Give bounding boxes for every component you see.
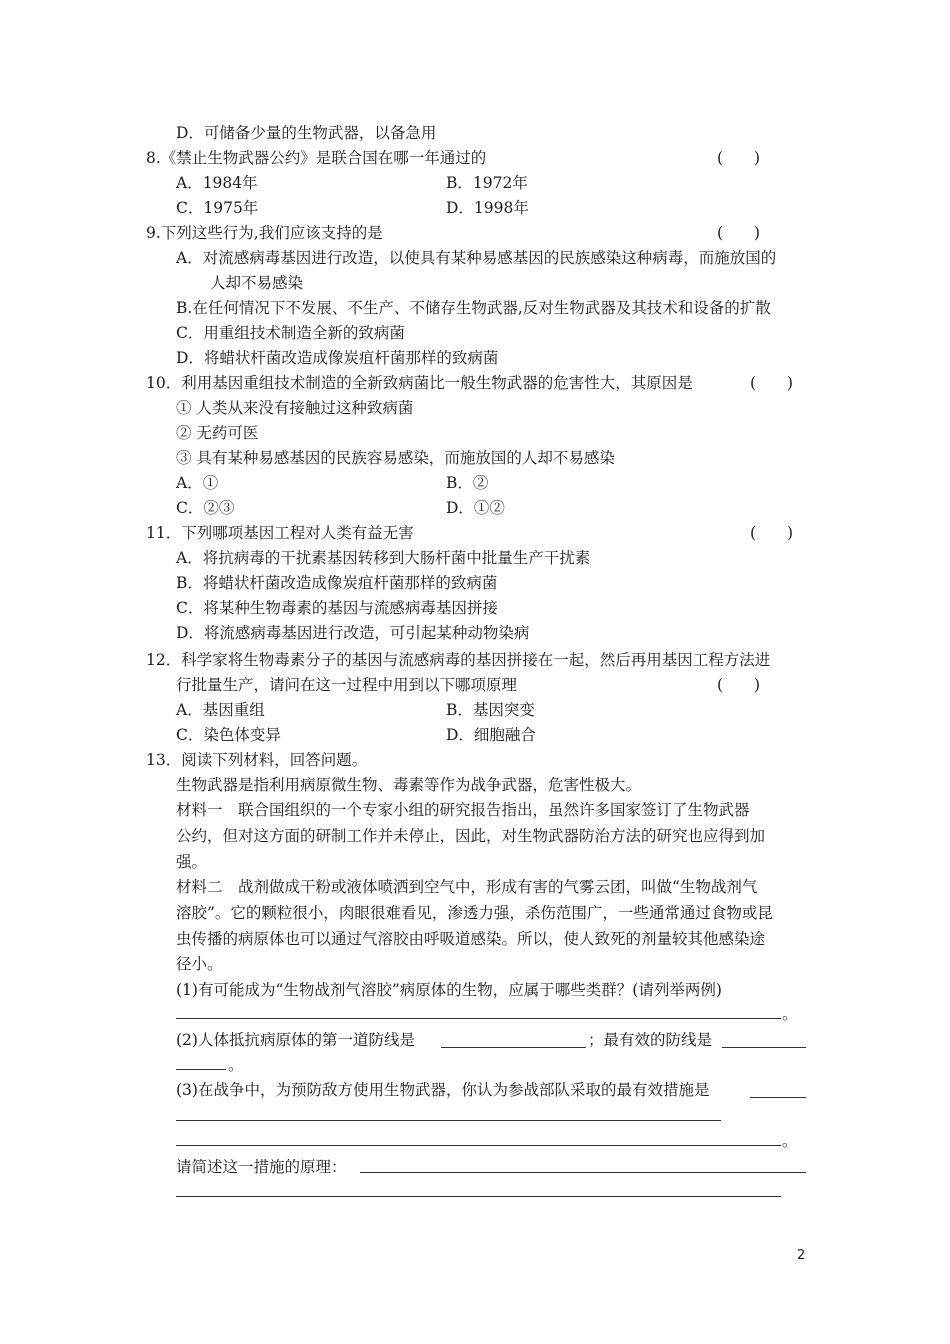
q13-principle-answer-line[interactable] — [176, 1196, 781, 1197]
q13-stem: 13．阅读下列材料，回答问题。 — [146, 751, 368, 769]
q11-option-a: A．将抗病毒的干扰素基因转移到大肠杆菌中批量生产干扰素 — [176, 549, 591, 567]
q10-item-1: ① 人类从来没有接触过这种致病菌 — [176, 399, 414, 417]
q9-option-a: A．对流感病毒基因进行改造，以使具有某种易感基因的民族感染这种病毒，而施放国的 — [176, 249, 777, 267]
q13-part-2-blank-2-cont[interactable] — [176, 1069, 226, 1070]
q10-item-2: ② 无药可医 — [176, 424, 259, 442]
q13-principle-prompt: 请简述这一措施的原理： — [176, 1158, 347, 1176]
q10-option-b: B．② — [446, 474, 489, 492]
q8-option-b: B．1972年 — [446, 174, 528, 192]
q12-option-b: B．基因突变 — [446, 701, 535, 719]
q8-stem: 8.《禁止生物武器公约》是联合国在哪一年通过的 — [146, 149, 487, 167]
q9-option-b: B.在任何情况下不发展、不生产、不储存生物武器,反对生物武器及其技术和设备的扩散 — [176, 299, 771, 317]
q13-material-1-line-3: 强。 — [176, 853, 208, 871]
q10-option-c: C．②③ — [176, 499, 235, 517]
q10-answer-paren: ( ) — [750, 374, 794, 392]
page-number: 2 — [797, 1248, 806, 1263]
q13-part-2-period: 。 — [228, 1056, 244, 1074]
q12-stem-cont: 行批量生产，请问在这一过程中用到以下哪项原理 — [176, 676, 518, 694]
q9-option-d: D．将蜡状杆菌改造成像炭疽杆菌那样的致病菌 — [176, 349, 499, 367]
q11-option-b: B．将蜡状杆菌改造成像炭疽杆菌那样的致病菌 — [176, 574, 498, 592]
q11-stem: 11．下列哪项基因工程对人类有益无害 — [146, 524, 414, 542]
q9-option-a-cont: 人却不易感染 — [210, 274, 304, 292]
q13-part-2-a: (2)人体抵抗病原体的第一道防线是 — [176, 1031, 415, 1049]
q13-material-1-line-1: 材料一 联合国组织的一个专家小组的研究报告指出，虽然许多国家签订了生物武器 — [176, 801, 750, 819]
q13-part-1-answer-line[interactable] — [176, 1018, 781, 1019]
q8-option-a: A．1984年 — [176, 174, 258, 192]
q7-option-d: D．可储备少量的生物武器，以备急用 — [176, 124, 437, 142]
q11-option-c: C．将某种生物毒素的基因与流感病毒基因拼接 — [176, 599, 498, 617]
q13-material-2-line-1: 材料二 战剂做成干粉或液体喷洒到空气中，形成有害的气雾云团，叫做“生物战剂气 — [176, 878, 758, 896]
q13-part-3-blank[interactable] — [750, 1097, 806, 1098]
q13-material-2-line-2: 溶胶”。它的颗粒很小，肉眼很难看见，渗透力强，杀伤范围广，一些通常通过食物或昆 — [176, 904, 773, 922]
q10-option-a: A．① — [176, 474, 219, 492]
q9-option-c: C．用重组技术制造全新的致病菌 — [176, 324, 405, 342]
q13-part-2-blank-1[interactable] — [441, 1047, 586, 1048]
q13-part-1: (1)有可能成为“生物战剂气溶胶”病原体的生物，应属于哪些类群？(请列举两例) — [176, 981, 722, 999]
q12-option-a: A．基因重组 — [176, 701, 265, 719]
q12-answer-paren: ( ) — [717, 676, 761, 694]
q8-option-d: D．1998年 — [446, 199, 529, 217]
q9-answer-paren: ( ) — [717, 224, 761, 242]
q13-part-2-b: ；最有效的防线是 — [588, 1031, 713, 1049]
q13-part-3: (3)在战争中，为预防敌方使用生物武器，你认为参战部队采取的最有效措施是 — [176, 1081, 710, 1099]
q8-answer-paren: ( ) — [717, 149, 761, 167]
q13-intro: 生物武器是指利用病原微生物、毒素等作为战争武器，危害性极大。 — [176, 776, 642, 794]
q10-stem: 10．利用基因重组技术制造的全新致病菌比一般生物武器的危害性大，其原因是 — [146, 374, 693, 392]
q9-stem: 9.下列这些行为,我们应该支持的是 — [146, 224, 383, 242]
q11-option-d: D．将流感病毒基因进行改造，可引起某种动物染病 — [176, 624, 530, 642]
q13-part-3-answer-line-2[interactable] — [176, 1145, 781, 1146]
q13-material-2-line-4: 径小。 — [176, 955, 223, 973]
q10-item-3: ③ 具有某种易感基因的民族容易感染，而施放国的人却不易感染 — [176, 449, 615, 467]
q13-part-3-period: 。 — [782, 1132, 798, 1150]
q13-material-2-line-3: 虫传播的病原体也可以通过气溶胶由呼吸道感染。所以，使人致死的剂量较其他感染途 — [176, 930, 766, 948]
q11-answer-paren: ( ) — [750, 524, 794, 542]
q12-stem: 12．科学家将生物毒素分子的基因与流感病毒的基因拼接在一起，然后再用基因工程方法进 — [146, 651, 771, 669]
q12-option-d: D．细胞融合 — [446, 726, 536, 744]
q13-part-3-answer-line-1[interactable] — [176, 1120, 721, 1121]
q8-option-c: C．1975年 — [176, 199, 259, 217]
q10-option-d: D．①② — [446, 499, 505, 517]
q12-option-c: C．染色体变异 — [176, 726, 281, 744]
q13-material-1-line-2: 公约，但对这方面的研制工作并未停止，因此，对生物武器防治方法的研究也应得到加 — [176, 827, 766, 845]
q13-principle-blank[interactable] — [360, 1172, 806, 1173]
q13-part-2-blank-2[interactable] — [722, 1047, 806, 1048]
q13-part-1-period: 。 — [782, 1005, 798, 1023]
